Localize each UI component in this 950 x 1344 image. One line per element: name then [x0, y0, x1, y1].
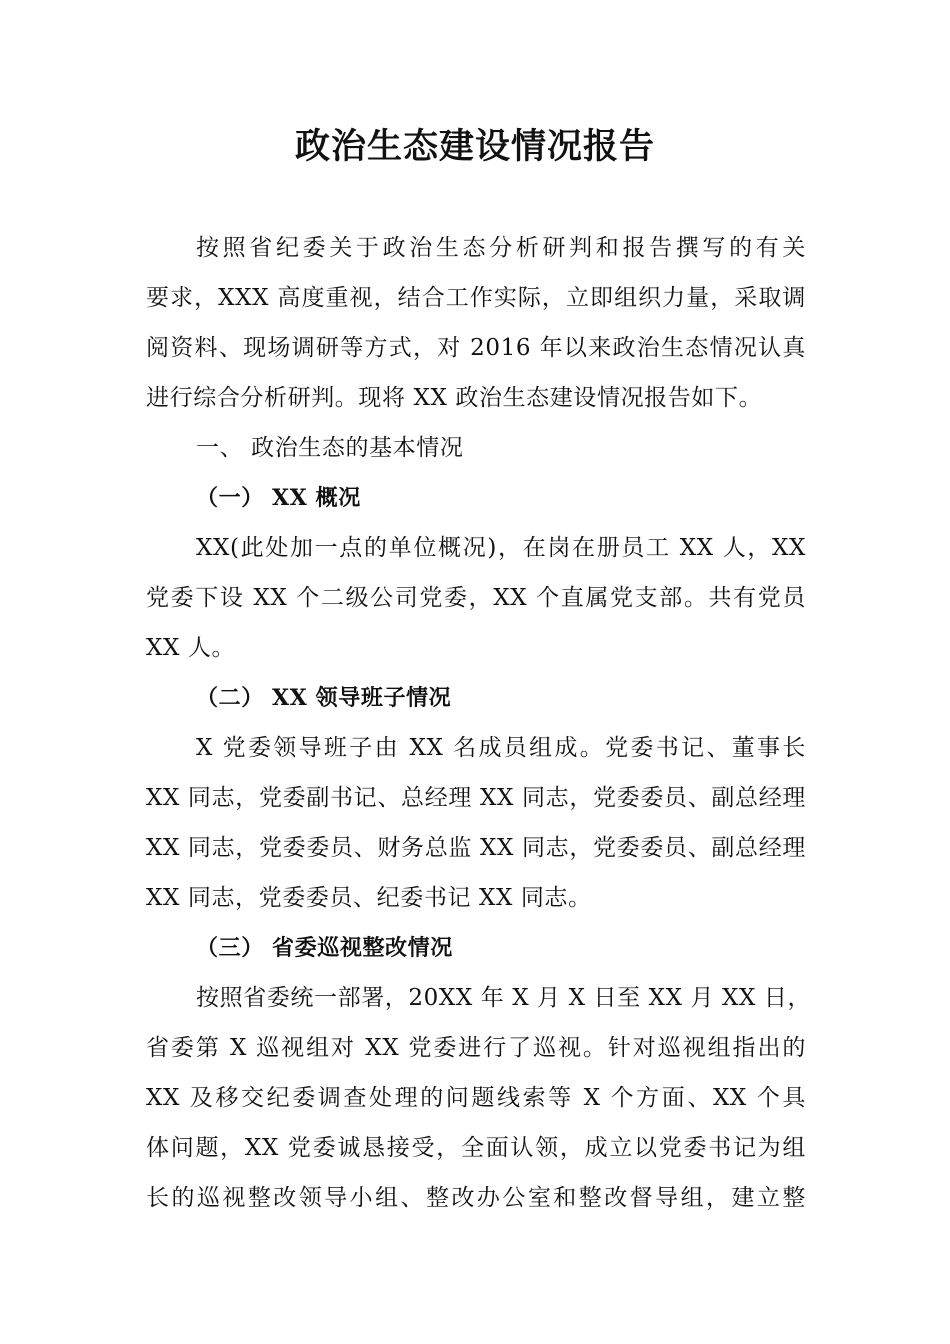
paragraph-line: XX 及移交纪委调查处理的问题线索等 X 个方面、XX 个具 — [146, 1085, 806, 1111]
intro-line: 进行综合分析研判。现将 XX 政治生态建设情况报告如下。 — [146, 385, 763, 411]
paragraph-line: 体问题，XX 党委诚恳接受，全面认领，成立以党委书记为组 — [146, 1135, 806, 1161]
paragraph-line: XX 同志，党委委员、纪委书记 XX 同志。 — [146, 885, 592, 911]
paragraph-line: 长的巡视整改领导小组、整改办公室和整改督导组，建立整 — [146, 1185, 806, 1211]
document-title: 政治生态建设情况报告 — [294, 126, 655, 167]
intro-line: 阅资料、现场调研等方式，对 2016 年以来政治生态情况认真 — [146, 335, 806, 361]
paragraph-line: X 党委领导班子由 XX 名成员组成。党委书记、董事长 — [196, 735, 806, 761]
intro-line: 要求，XXX 高度重视，结合工作实际，立即组织力量，采取调 — [146, 285, 806, 311]
paragraph-line: XX 人。 — [146, 635, 236, 661]
section-heading: 一、 政治生态的基本情况 — [196, 435, 464, 461]
paragraph-line: 按照省委统一部署，20XX 年 X 月 X 日至 XX 月 XX 日， — [196, 985, 812, 1011]
paragraph-line: XX(此处加一点的单位概况)，在岗在册员工 XX 人，XX — [196, 535, 806, 561]
paragraph-line: 党委下设 XX 个二级公司党委，XX 个直属党支部。共有党员 — [146, 585, 806, 611]
paragraph-line: 省委第 X 巡视组对 XX 党委进行了巡视。针对巡视组指出的 — [146, 1035, 806, 1061]
subsection-heading: （二） XX 领导班子情况 — [196, 685, 452, 711]
subsection-heading: （三） 省委巡视整改情况 — [196, 935, 453, 961]
intro-line: 按照省纪委关于政治生态分析研判和报告撰写的有关 — [196, 235, 806, 261]
paragraph-line: XX 同志，党委副书记、总经理 XX 同志，党委委员、副总经理 — [146, 785, 806, 811]
subsection-heading: （一） XX 概况 — [196, 485, 361, 511]
paragraph-line: XX 同志，党委委员、财务总监 XX 同志，党委委员、副总经理 — [146, 835, 806, 861]
